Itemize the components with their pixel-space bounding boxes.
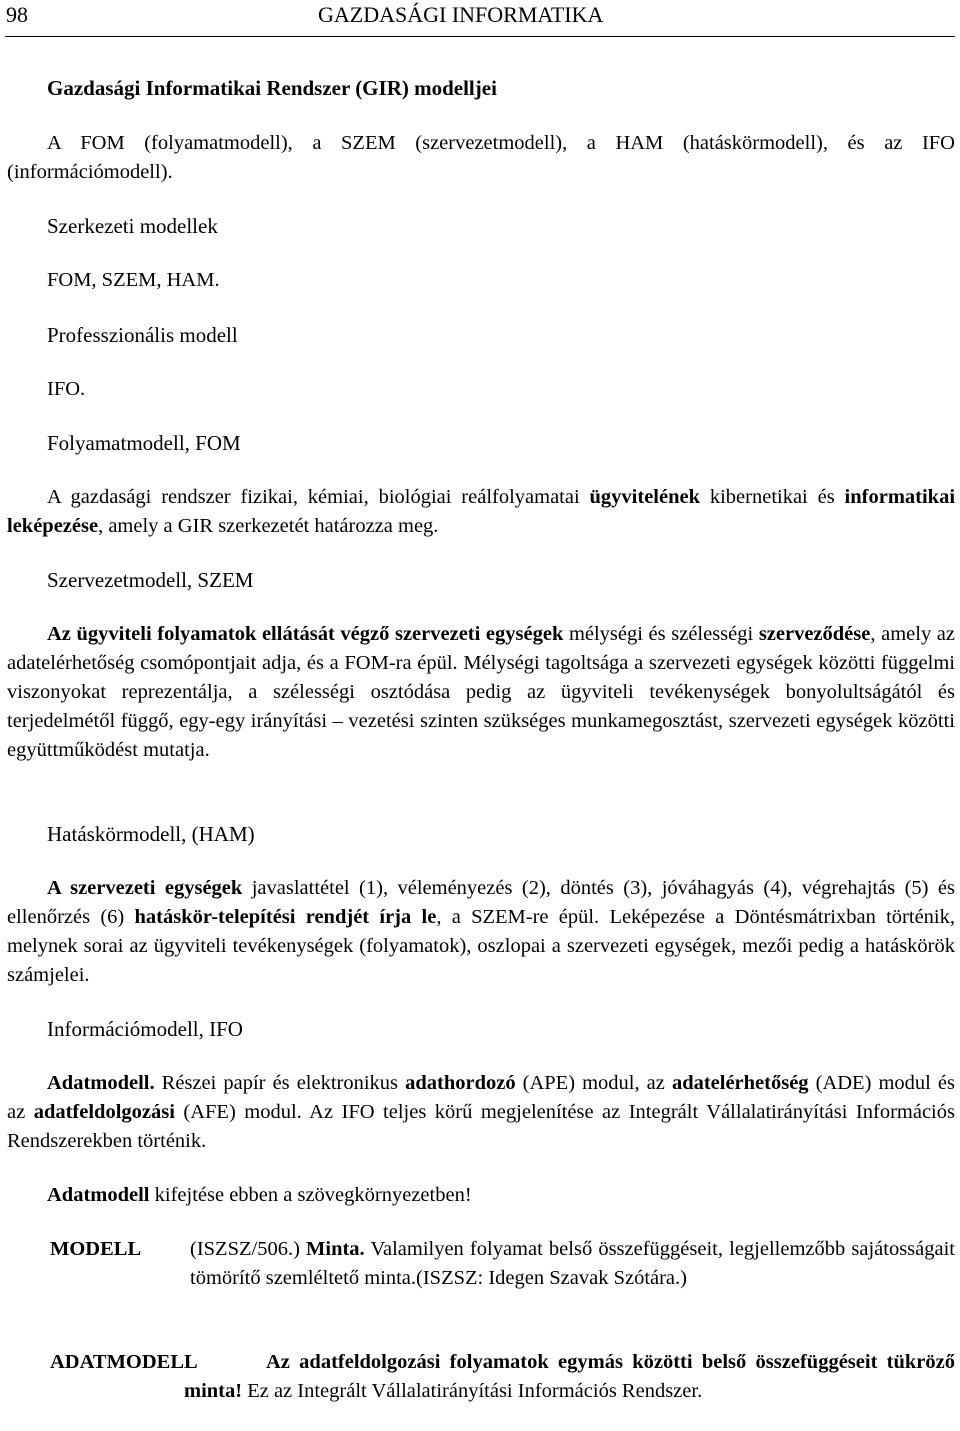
text-run: , amely a GIR szerkezetét határozza meg.: [98, 515, 439, 537]
heading-authority-model: Hatáskörmodell, (HAM): [47, 822, 255, 846]
paragraph-organization-model: [7, 620, 955, 765]
paragraph-structural-models: FOM, SZEM, HAM.: [47, 269, 220, 291]
bold-run: informatikai leképezése: [7, 486, 956, 537]
bold-run: hatáskör-telepítési rendjét írja le: [134, 906, 437, 928]
heading-structural-models: Szerkezeti modellek: [47, 214, 218, 238]
bold-run: Az adatfeldolgozási folyamatok egymás közötti belső összefüggéseit tükröző minta!: [184, 1351, 955, 1402]
text-run: Valamilyen folyamat belső összefüggéseit, legjellemzőbb sajátosságait tömörítő szemléltető minta.(ISZSZ: Idegen Szavak Szótára.): [190, 1238, 955, 1289]
bold-run: Adatmodell.: [47, 1072, 155, 1094]
text-run: javaslattétel (1), véleményezés (2), döntés (3), jóváhagyás (4), végrehajtás (5) és ellenőrzés (6): [7, 877, 955, 928]
definition-body-adatmodell: [184, 1348, 955, 1406]
text-run: , amely az adatelérhetőség csomópontjait adja, és a FOM-ra épül. Mélységi tagoltsága a szervezeti egységek közötti függelmi viszonyokat reprezentálja, a szélességi osztódása pedig az ügyviteli tevékenységek bonyolultságától és terjedelmétől függő, egy-egy irányítási – vezetési szinten szükséges munkamegosztást, szervezeti egységek közötti együttműködést mutatja.: [7, 623, 955, 761]
bold-run: A szervezeti egységek: [47, 877, 243, 899]
text-run: A gazdasági rendszer fizikai, kémiai, biológiai reálfolyamatai: [47, 486, 590, 508]
heading-organization-model: Szervezetmodell, SZEM: [47, 568, 254, 592]
text-run: (APE) modul, az: [515, 1072, 672, 1094]
bold-run: Minta.: [306, 1238, 365, 1260]
bold-run: ügyvitelének: [589, 486, 700, 508]
text-run: (ISZSZ/506.): [190, 1238, 307, 1260]
paragraph-data-model-note: [7, 1181, 955, 1210]
heading-process-model: Folyamatmodell, FOM: [47, 431, 241, 455]
bold-run: adathordozó: [405, 1072, 516, 1094]
bold-run: Az ügyviteli folyamatok ellátását végző szervezeti egységek: [47, 623, 564, 645]
text-run: kifejtése ebben a szövegkörnyezetben!: [149, 1184, 472, 1206]
definition-term-adatmodell: ADATMODELL: [50, 1351, 198, 1373]
text-run: mélységi és szélességi: [563, 623, 759, 645]
page-header: [0, 0, 960, 40]
definition-term-modell: MODELL: [50, 1238, 142, 1260]
page-number: 98: [6, 2, 28, 27]
running-title: GAZDASÁGI INFORMATIKA: [318, 2, 604, 27]
heading-gir-models: Gazdasági Informatikai Rendszer (GIR) modelljei: [47, 76, 497, 100]
bold-run: adatelérhetőség: [671, 1072, 809, 1094]
text-run: , a SZEM-re épül. Leképezése a Döntésmátrixban történik, melynek sorai az ügyviteli tevékenységek (folyamatok), oszlopai a szervezeti egységek, mezői pedig a hatáskörök számjelei.: [7, 906, 955, 986]
paragraph-process-model: [7, 483, 955, 541]
heading-information-model: Információmodell, IFO: [47, 1017, 243, 1041]
text-run: (AFE) modul. Az IFO teljes körű megjelenítése az Integrált Vállalatirányítási Információs Rendszerekben történik.: [7, 1101, 955, 1152]
paragraph-professional-model: IFO.: [47, 378, 86, 400]
paragraph-authority-model: [7, 874, 955, 990]
definition-body-modell: [190, 1235, 955, 1293]
header-rule: [5, 36, 955, 37]
bold-run: szerveződése: [758, 623, 871, 645]
paragraph-gir-models: A FOM (folyamatmodell), a SZEM (szervezetmodell), a HAM (hatáskörmodell), és az IFO (információmodell).: [7, 132, 955, 183]
text-run: kibernetikai és: [700, 486, 845, 508]
heading-professional-model: Professzionális modell: [47, 323, 238, 347]
text-run: (ADE) modul és az: [7, 1072, 955, 1123]
text-run: Ez az Integrált Vállalatirányítási Információs Rendszer.: [242, 1380, 703, 1402]
text-run: Részei papír és elektronikus: [154, 1072, 406, 1094]
paragraph-information-model: [7, 1069, 955, 1156]
bold-run: adatfeldolgozási: [33, 1101, 175, 1123]
bold-run: Adatmodell: [47, 1184, 150, 1206]
